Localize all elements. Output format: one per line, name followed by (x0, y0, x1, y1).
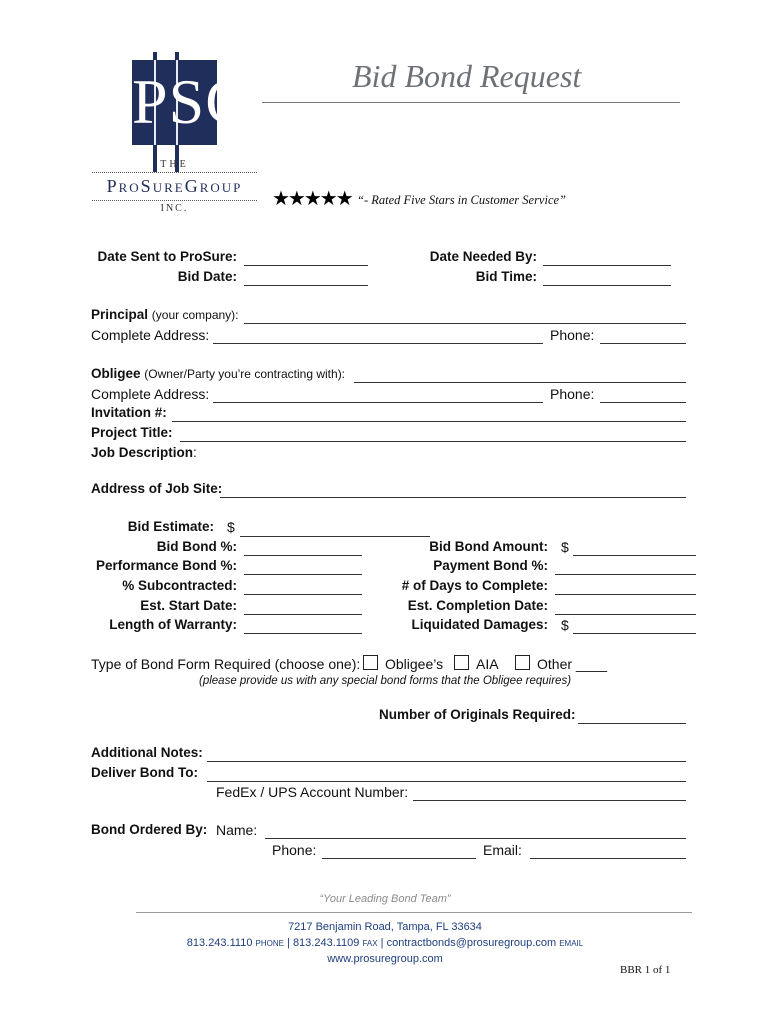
date-needed-field[interactable] (543, 265, 671, 266)
footer-phone: 813.243.1110 (186, 937, 253, 949)
job-site-label: Address of Job Site: (91, 481, 223, 496)
footer-rule (136, 912, 692, 913)
footer-tagline: “Your Leading Bond Team” (319, 893, 451, 905)
principal-phone-field[interactable] (600, 343, 686, 344)
principal-phone-label: Phone: (550, 327, 595, 343)
performance-bond-pct-label: Performance Bond %: (95, 558, 237, 573)
aia-form-checkbox[interactable] (454, 655, 469, 670)
principal-address-label: Complete Address: (91, 327, 210, 343)
other-form-checkbox[interactable] (515, 655, 530, 670)
footer-address: 7217 Benjamin Road, Tampa, FL 33634 (288, 921, 482, 933)
principal-address-field[interactable] (213, 343, 543, 344)
ordered-by-name-label: Name: (216, 822, 258, 838)
ordered-by-email-field[interactable] (530, 858, 686, 859)
account-number-field[interactable] (413, 800, 686, 801)
footer-separator: | (287, 937, 290, 949)
obligee-address-field[interactable] (213, 402, 543, 403)
obligee-note: (Owner/Party you’re contracting with): (144, 367, 346, 381)
footer-phone-tag: PHONE (255, 939, 284, 948)
page-number: BBR 1 of 1 (620, 964, 671, 976)
obligee-form-option: Obligee’s (385, 656, 444, 672)
originals-field[interactable] (578, 723, 686, 724)
bid-bond-pct-field[interactable] (244, 555, 362, 556)
subcontracted-pct-field[interactable] (244, 594, 362, 595)
account-number-label: FedEx / UPS Account Number: (216, 784, 409, 800)
obligee-phone-field[interactable] (600, 402, 686, 403)
ordered-by-phone-field[interactable] (322, 858, 476, 859)
bond-form-note: (please provide us with any special bond forms that the Obligee requires) (199, 675, 572, 687)
principal-field[interactable] (244, 323, 686, 324)
obligee-title: Obligee (91, 366, 141, 381)
bid-date-field[interactable] (244, 285, 368, 286)
bid-estimate-dollar: $ (227, 519, 235, 535)
additional-notes-label: Additional Notes: (91, 745, 203, 760)
ordered-by-phone-label: Phone: (272, 842, 317, 858)
principal-label (91, 307, 239, 322)
days-to-complete-label: # of Days to Complete: (401, 578, 548, 593)
bid-date-label: Bid Date: (177, 269, 237, 284)
footer-separator-2: | (380, 937, 384, 949)
footer-contact (0, 937, 770, 949)
performance-bond-pct-field[interactable] (244, 574, 362, 575)
logo-letters: PSG (132, 66, 253, 137)
bid-time-field[interactable] (543, 285, 671, 286)
date-needed-label: Date Needed By: (429, 249, 537, 264)
job-description-colon: : (193, 445, 197, 460)
obligee-phone-label: Phone: (550, 386, 595, 402)
rating-text: “- Rated Five Stars in Customer Service” (357, 193, 566, 207)
project-title-label: Project Title: (91, 425, 173, 440)
payment-bond-pct-label: Payment Bond %: (433, 558, 548, 573)
footer-website[interactable]: www.prosuregroup.com (327, 953, 443, 965)
invitation-field[interactable] (172, 421, 686, 422)
invitation-label: Invitation #: (91, 405, 167, 420)
additional-notes-field[interactable] (207, 761, 686, 762)
logo-the: THE (160, 159, 189, 170)
obligee-address-label: Complete Address: (91, 386, 210, 402)
footer-email-tag: EMAIL (559, 939, 584, 948)
originals-label: Number of Originals Required: (379, 707, 576, 722)
bid-bond-amount-label: Bid Bond Amount: (429, 539, 548, 554)
liquidated-damages-dollar: $ (561, 617, 569, 633)
footer-fax: 813.243.1109 (292, 937, 360, 949)
obligee-label (91, 366, 345, 381)
five-stars-icon: ★★★★★ (272, 188, 352, 210)
job-site-field[interactable] (220, 497, 686, 498)
est-start-field[interactable] (244, 614, 362, 615)
deliver-bond-label: Deliver Bond To: (91, 765, 199, 780)
project-title-field[interactable] (180, 441, 686, 442)
warranty-field[interactable] (244, 633, 362, 634)
bid-bond-amount-field[interactable] (573, 555, 696, 556)
est-start-label: Est. Start Date: (140, 598, 237, 613)
payment-bond-pct-field[interactable] (555, 574, 696, 575)
subcontracted-pct-label: % Subcontracted: (122, 578, 237, 593)
date-sent-label: Date Sent to ProSure: (97, 249, 237, 264)
obligee-form-checkbox[interactable] (363, 655, 378, 670)
footer-email[interactable]: contractbonds@prosuregroup.com (386, 937, 557, 949)
warranty-label: Length of Warranty: (109, 617, 237, 632)
bond-form-label: Type of Bond Form Required (choose one): (91, 656, 361, 672)
obligee-field[interactable] (354, 382, 686, 383)
aia-form-option: AIA (476, 656, 499, 672)
logo-inc: INC. (160, 203, 189, 214)
other-form-option: Other ____ (537, 656, 608, 672)
deliver-bond-field[interactable] (207, 781, 686, 782)
liquidated-damages-label: Liquidated Damages: (411, 617, 548, 632)
page-title: Bid Bond Request (352, 58, 582, 94)
job-description-label (91, 445, 197, 460)
bid-estimate-label: Bid Estimate: (127, 519, 214, 534)
est-completion-field[interactable] (555, 614, 696, 615)
logo-name: ProSureGroup (106, 176, 243, 196)
bid-estimate-field[interactable] (240, 536, 430, 537)
ordered-by-name-field[interactable] (265, 838, 686, 839)
liquidated-damages-field[interactable] (573, 633, 696, 634)
principal-note: (your company): (151, 308, 239, 322)
ordered-by-email-label: Email: (483, 842, 522, 858)
footer-fax-tag: FAX (362, 939, 378, 948)
bid-bond-pct-label: Bid Bond %: (156, 539, 237, 554)
job-description-title: Job Description (91, 445, 194, 460)
bid-bond-amount-dollar: $ (561, 539, 569, 555)
company-logo (92, 52, 257, 217)
date-sent-field[interactable] (244, 265, 368, 266)
days-to-complete-field[interactable] (555, 594, 696, 595)
bid-time-label: Bid Time: (475, 269, 537, 284)
principal-title: Principal (91, 307, 149, 322)
est-completion-label: Est. Completion Date: (407, 598, 548, 613)
title-underline (262, 102, 680, 103)
ordered-by-label: Bond Ordered By: (91, 822, 208, 837)
